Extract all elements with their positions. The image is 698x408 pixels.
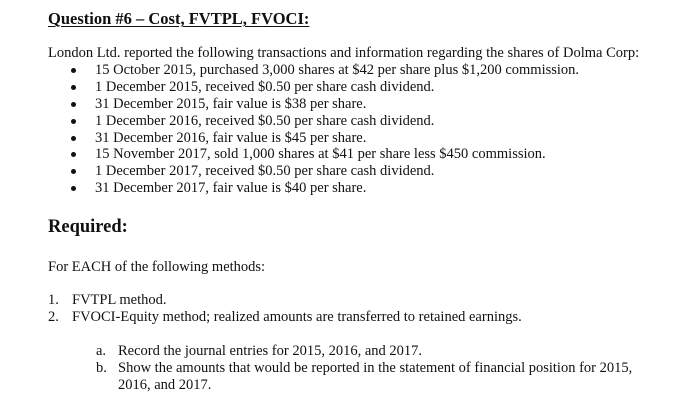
bullet-icon <box>71 119 76 124</box>
question-title: Question #6 – Cost, FVTPL, FVOCI: <box>48 9 310 28</box>
transaction-text: 1 December 2016, received $0.50 per share cash dividend. <box>95 112 435 129</box>
task-text: Record the journal entries for 2015, 2016, and 2017. <box>118 343 423 359</box>
transaction-text: 15 October 2015, purchased 3,000 shares at $42 per share plus $1,200 commission. <box>95 62 580 78</box>
bullet-icon <box>71 136 76 141</box>
task-letter: b. <box>96 360 107 376</box>
list-item <box>0 343 646 360</box>
transaction-text: 31 December 2017, fair value is $40 per share. <box>95 180 367 197</box>
task-text: Show the amounts that would be reported in the statement of financial position for 2015, 2016, and 2017. <box>118 360 633 393</box>
bullet-icon <box>71 186 76 191</box>
method-text: FVTPL method. <box>72 292 167 308</box>
bullet-icon <box>71 85 76 90</box>
list-item <box>0 360 646 394</box>
required-heading: Required: <box>48 217 128 237</box>
bullet-icon <box>71 169 76 174</box>
transaction-text: 31 December 2016, fair value is $45 per share. <box>95 129 367 146</box>
transaction-text: 1 December 2017, received $0.50 per share cash dividend. <box>95 163 435 180</box>
intro-paragraph: London Ltd. reported the following transactions and information regarding the shares of Dolma Corp: <box>48 45 640 61</box>
method-text: FVOCI-Equity method; realized amounts are transferred to retained earnings. <box>72 309 522 325</box>
tasks-list <box>0 343 646 394</box>
task-letter: a. <box>96 343 107 359</box>
bullet-icon <box>71 102 76 107</box>
method-number: 2. <box>48 309 59 325</box>
instructions-text: For EACH of the following methods: <box>48 259 266 275</box>
bullet-icon <box>71 152 76 157</box>
method-number: 1. <box>48 292 59 308</box>
transaction-text: 31 December 2015, fair value is $38 per share. <box>95 95 367 112</box>
transaction-text: 1 December 2015, received $0.50 per share cash dividend. <box>95 78 435 95</box>
bullet-icon <box>71 68 76 73</box>
transaction-text: 15 November 2017, sold 1,000 shares at $41 per share less $450 commission. <box>95 146 546 163</box>
